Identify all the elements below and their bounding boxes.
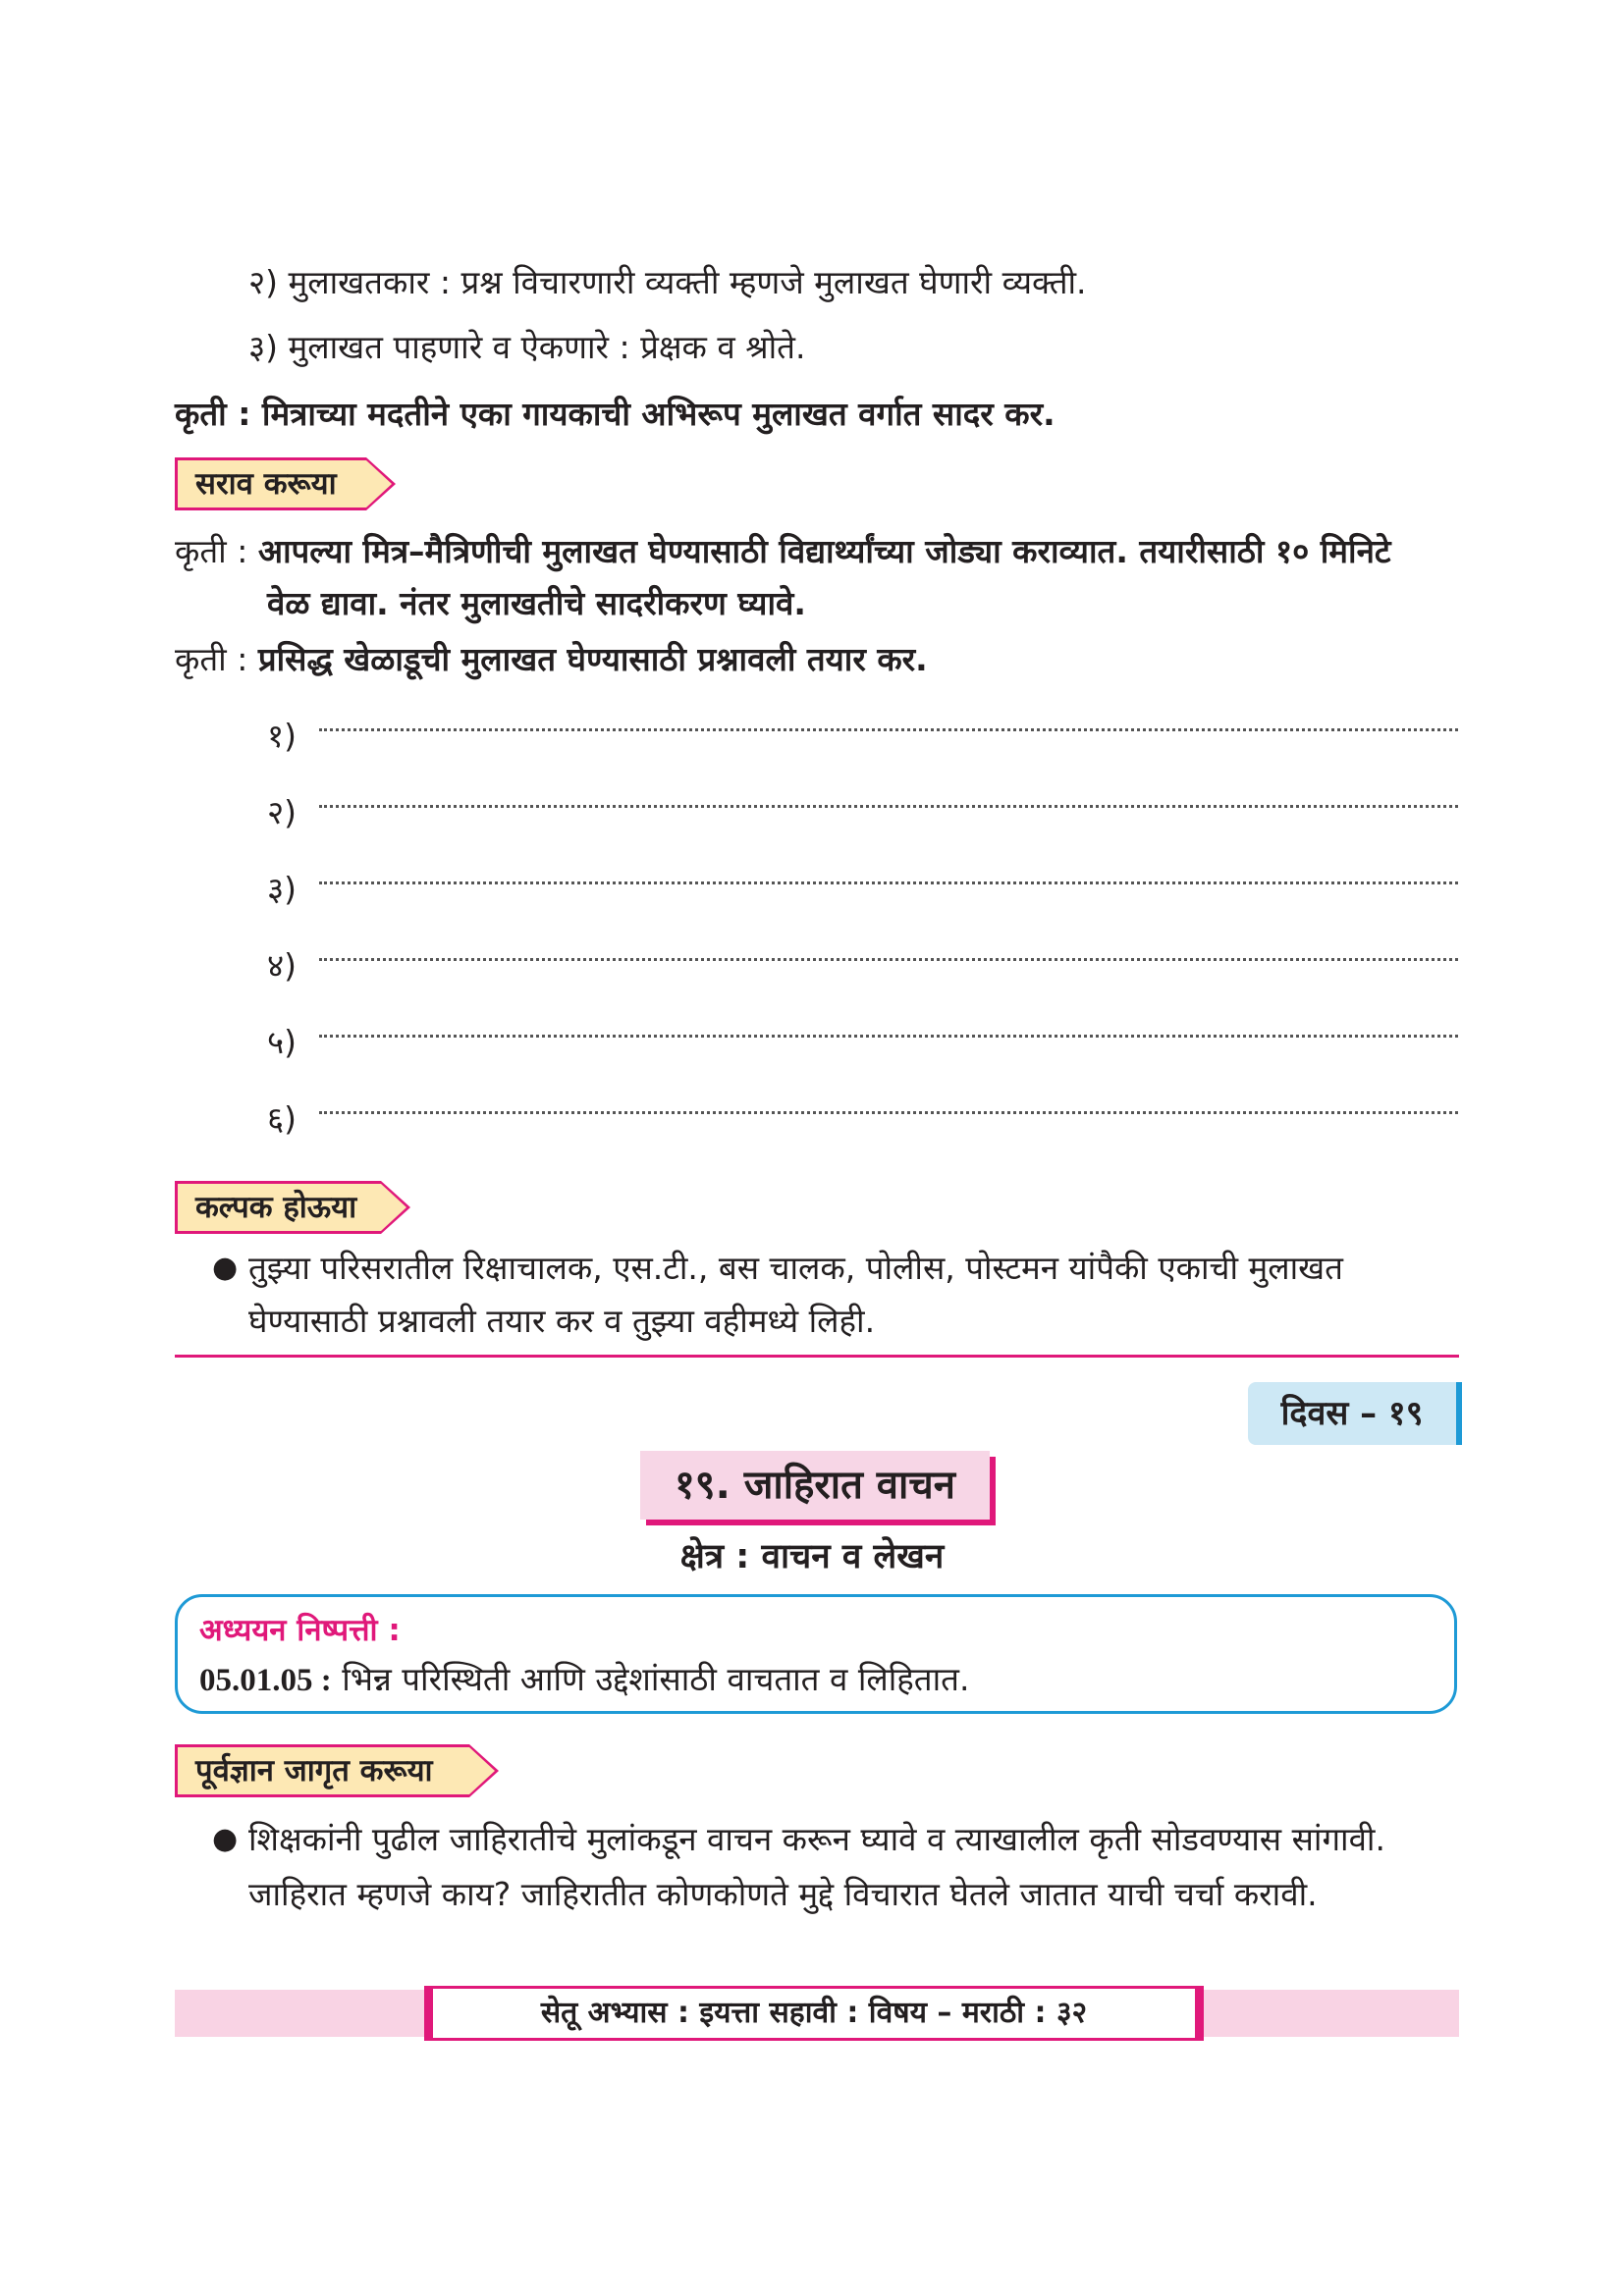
answer-line-1[interactable]: [319, 728, 1458, 731]
activity-label: कृती :: [175, 532, 248, 570]
bullet-icon: ●: [212, 1822, 239, 1856]
answer-line-3[interactable]: [319, 881, 1458, 884]
blank-number-6: ६): [267, 1099, 298, 1138]
creative-tag: कल्पक होऊया: [175, 1181, 381, 1234]
prior-bullet-line2: जाहिरात म्हणजे काय? जाहिरातीत कोणकोणते मुद्दे विचारात घेतले जातात याची चर्चा करावी.: [248, 1875, 1318, 1913]
area-subtitle: क्षेत्र : वाचन व लेखन: [679, 1537, 945, 1576]
practice-tag: सराव करूया: [175, 457, 366, 510]
activity-label: कृती :: [175, 395, 251, 433]
activity-text: मित्राच्या मदतीने एका गायकाची अभिरूप मुलाखत वर्गात सादर कर.: [261, 395, 1056, 433]
prior-knowledge-tag: पूर्वज्ञान जागृत करूया: [175, 1744, 469, 1797]
practice-activity-a: [175, 530, 1391, 573]
answer-line-5[interactable]: [319, 1035, 1458, 1038]
activity-text-line1: आपल्या मित्र–मैत्रिणीची मुलाखत घेण्यासाठी विद्यार्थ्यांच्या जोड्या कराव्यात. तयारीसाठी १० मिनिटे: [257, 532, 1391, 570]
list-item-2: २) मुलाखतकार : प्रश्न विचारणारी व्यक्ती म्हणजे मुलाखत घेणारी व्यक्ती.: [248, 263, 1087, 301]
lesson-title: १९. जाहिरात वाचन: [640, 1451, 990, 1520]
blank-number-1: १): [267, 717, 298, 755]
footer-text: सेतू अभ्यास : इयत्ता सहावी : विषय – मराठी : ३२: [424, 1986, 1204, 2041]
answer-line-2[interactable]: [319, 805, 1458, 808]
blank-number-4: ४): [267, 946, 298, 985]
practice-activity-a-line2: वेळ द्यावा. नंतर मुलाखतीचे सादरीकरण घ्यावे.: [267, 584, 806, 622]
learning-outcome-box: [175, 1594, 1457, 1714]
list-item-3: ३) मुलाखत पाहणारे व ऐकणारे : प्रेक्षक व श्रोते.: [248, 328, 806, 366]
section-divider: [175, 1355, 1459, 1358]
outcome-code: 05.01.05 :: [199, 1663, 332, 1698]
outcome-heading: अध्ययन निष्पत्ती :: [199, 1613, 401, 1648]
blank-number-3: ३): [267, 870, 298, 908]
answer-line-4[interactable]: [319, 958, 1458, 961]
activity-1: [175, 393, 1056, 436]
creative-bullet-line1: तुझ्या परिसरातील रिक्षाचालक, एस.टी., बस चालक, पोलीस, पोस्टमन यांपैकी एकाची मुलाखत: [248, 1249, 1343, 1287]
outcome-line: [199, 1658, 969, 1702]
practice-activity-b: [175, 638, 928, 681]
blank-number-2: २): [267, 793, 298, 831]
answer-line-6[interactable]: [319, 1111, 1458, 1114]
blank-number-5: ५): [267, 1023, 298, 1061]
prior-bullet-line1: शिक्षकांनी पुढील जाहिरातीचे मुलांकडून वाचन करून घ्यावे व त्याखालील कृती सोडवण्यास सांगावी.: [248, 1820, 1385, 1858]
day-label: दिवस – १९: [1248, 1382, 1462, 1445]
creative-bullet-line2: घेण्यासाठी प्रश्नावली तयार कर व तुझ्या वहीमध्ये लिही.: [248, 1302, 876, 1340]
outcome-text: भिन्न परिस्थिती आणि उद्देशांसाठी वाचतात व लिहितात.: [342, 1660, 970, 1698]
activity-text: प्रसिद्ध खेळाडूची मुलाखत घेण्यासाठी प्रश्नावली तयार कर.: [257, 640, 928, 678]
bullet-icon: ●: [212, 1251, 239, 1285]
activity-label: कृती :: [175, 640, 248, 678]
